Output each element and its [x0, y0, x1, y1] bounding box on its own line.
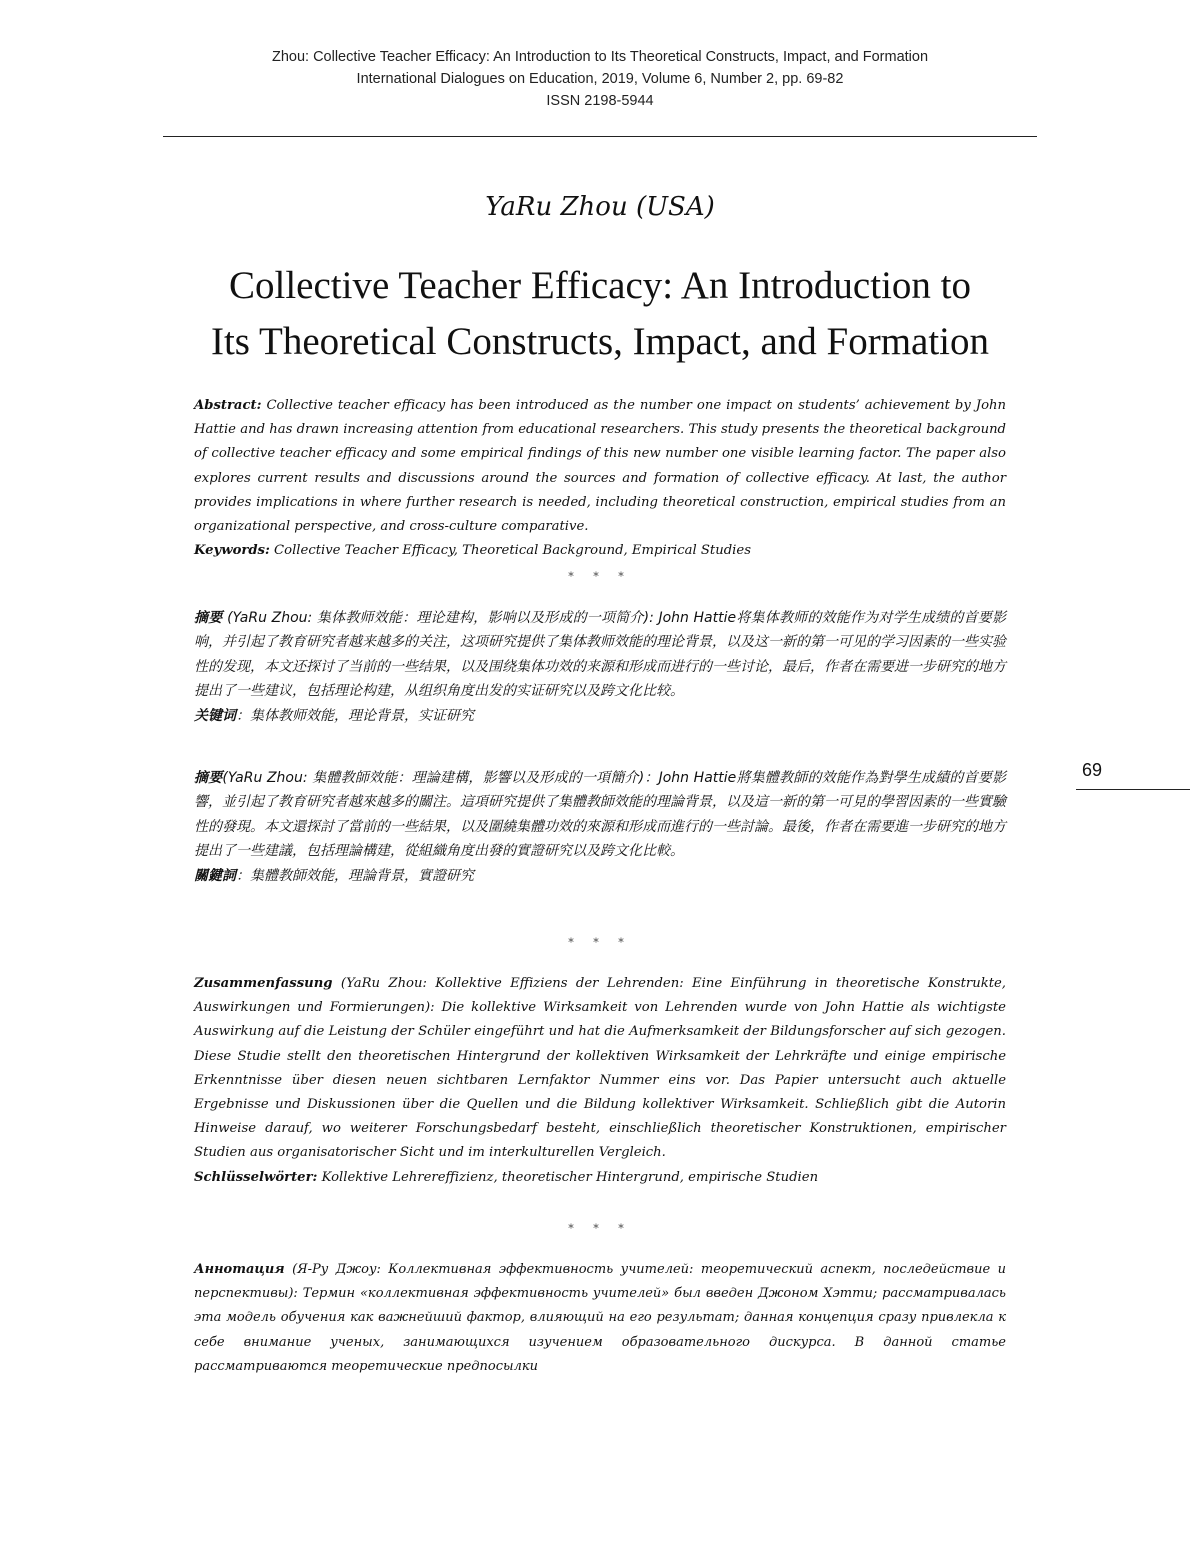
abstract-de-body	[194, 972, 1006, 1166]
section-separator: * * *	[568, 570, 632, 583]
abstract-zh-label: 摘要	[194, 610, 223, 626]
title-line-1: Collective Teacher Efficacy: An Introduction to	[229, 264, 971, 307]
section-separator: * * *	[568, 936, 632, 949]
abstract-chinese-simplified	[194, 606, 1006, 728]
abstract-de-label: Zusammenfassung	[194, 976, 333, 991]
running-header	[0, 46, 1200, 112]
abstract-russian	[194, 1258, 1006, 1379]
abstract-zht-label: 摘要	[194, 770, 223, 786]
abstract-ru-text: (Я-Ру Джоу: Коллективная эффективность учителей: теоретический аспект, последействие и перспективы): Термин «коллективная эффективность учителей» был введен Джоном Хэтти; рассматривалась эта модель обучения как важнейший фактор, влияющий на его результат; данная концепция сразу привлекла к себе внимание ученых, занимающихся изучением образовательного дискурса. В данной статье рассматриваются теоретические предпосылки	[194, 1262, 1006, 1374]
abstract-chinese-traditional	[194, 766, 1006, 888]
abstract-english	[194, 394, 1006, 563]
section-separator: * * *	[568, 1222, 632, 1235]
keywords-de-text: Kollektive Lehrereffizienz, theoretischer Hintergrund, empirische Studien	[321, 1169, 819, 1185]
keywords-zh-text: ：集体教师效能，理论背景，实证研究	[236, 707, 474, 724]
author-name: YaRu Zhou (USA)	[485, 192, 715, 222]
keywords-zht-label: 關鍵詞	[194, 867, 236, 884]
paper-title	[100, 258, 1100, 370]
header-rule	[163, 136, 1037, 137]
keywords-zh-label: 关键词	[194, 707, 236, 724]
abstract-de-text: (YaRu Zhou: Kollektive Effiziens der Lehrenden: Eine Einführung in theoretische Konstrukte, Auswirkungen und Formierungen): Die kollektive Wirksamkeit von Lehrenden wurde von John Hattie als wichtigste Auswirkung auf die Leistung der Schüler eingeführt und hat die Aufmerksamkeit der Bildungsforscher auf sich gezogen. Diese Studie stellt den theoretischen Hintergrund der kollektiven Wirksamkeit der Lehrkräfte und einige empirische Erkenntnisse über diesen neuen sichtbaren Lernfaktor Nummer eins vor. Das Papier untersucht auch aktuelle Ergebnisse und Diskussionen über die Quellen und die Bildung kollektiver Wirksamkeit. Schließlich gibt die Autorin Hinweise darauf, wo weiterer Forschungsbedarf besteht, einschließlich theoretischer Konstruktionen, empirischer Studien aus organisatorischer Sicht und im interkulturellen Vergleich.	[194, 976, 1006, 1161]
page-number-rule	[1076, 789, 1190, 790]
abstract-zht-body	[194, 766, 1006, 864]
keywords-zht	[194, 864, 1006, 888]
header-line-issn: ISSN 2198-5944	[546, 93, 654, 109]
abstract-ru-label: Аннотация	[194, 1262, 285, 1277]
keywords-de-label: Schlüsselwörter:	[194, 1169, 318, 1185]
page-number: 69	[1082, 760, 1103, 780]
abstract-english-body	[194, 394, 1006, 539]
abstract-text: Collective teacher efficacy has been introduced as the number one impact on students’ achievement by John Hattie and has drawn increasing attention from educational researchers. This study presents the theoretical background of collective teacher efficacy and some empirical findings of this new number one visible learning factor. The paper also explores current results and discussions around the sources and formation of collective efficacy. At last, the author provides implications in where further research is needed, including theoretical construction, empirical studies from an organizational perspective, and cross-culture comparative.	[194, 398, 1006, 535]
keywords-zh	[194, 704, 1006, 728]
keywords-label: Keywords:	[194, 543, 270, 559]
abstract-german	[194, 972, 1006, 1190]
keywords-text: Collective Teacher Efficacy, Theoretical Background, Empirical Studies	[274, 543, 751, 559]
abstract-ru-body	[194, 1258, 1006, 1379]
header-line-citation: Zhou: Collective Teacher Efficacy: An Introduction to Its Theoretical Constructs, Impact, and Formation	[271, 49, 929, 65]
abstract-zht-text: (YaRu Zhou: 集體教師效能：理論建構，影響以及形成的一項簡介)：John Hattie將集體教師的效能作為對學生成績的首要影響，並引起了教育研究者越來越多的關注。這項研究提供了集體教師效能的理論背景，以及這一新的第一可見的學習因素的一些實驗性的發現。本文還探討了當前的一些結果，以及圍繞集體功效的來源和形成而進行的一些討論。最後，作者在需要進一步研究的地方提出了一些建議，包括理論構建，從組織角度出發的實證研究以及跨文化比較。	[194, 770, 1007, 860]
header-line-journal: International Dialogues on Education, 2019, Volume 6, Number 2, pp. 69-82	[356, 71, 844, 87]
title-line-2: Its Theoretical Constructs, Impact, and Formation	[210, 320, 990, 363]
keywords-zht-text: ：集體教師效能，理論背景，實證研究	[236, 867, 474, 884]
keywords-english	[194, 539, 1006, 563]
abstract-label: Abstract:	[194, 398, 262, 413]
abstract-zh-body	[194, 606, 1006, 704]
keywords-de	[194, 1166, 1006, 1190]
abstract-zh-text: (YaRu Zhou: 集体教师效能：理论建构，影响以及形成的一项简介): John Hattie将集体教师的效能作为对学生成绩的首要影响，并引起了教育研究者越来越多的关注，这项研究提供了集体教师效能的理论背景，以及这一新的第一可见的学习因素的一些实验性的发现，本文还探讨了当前的一些结果，以及围绕集体功效的来源和形成而进行的一些讨论，最后，作者在需要进一步研究的地方提出了一些建议，包括理论构建，从组织角度出发的实证研究以及跨文化比较。	[194, 610, 1006, 700]
